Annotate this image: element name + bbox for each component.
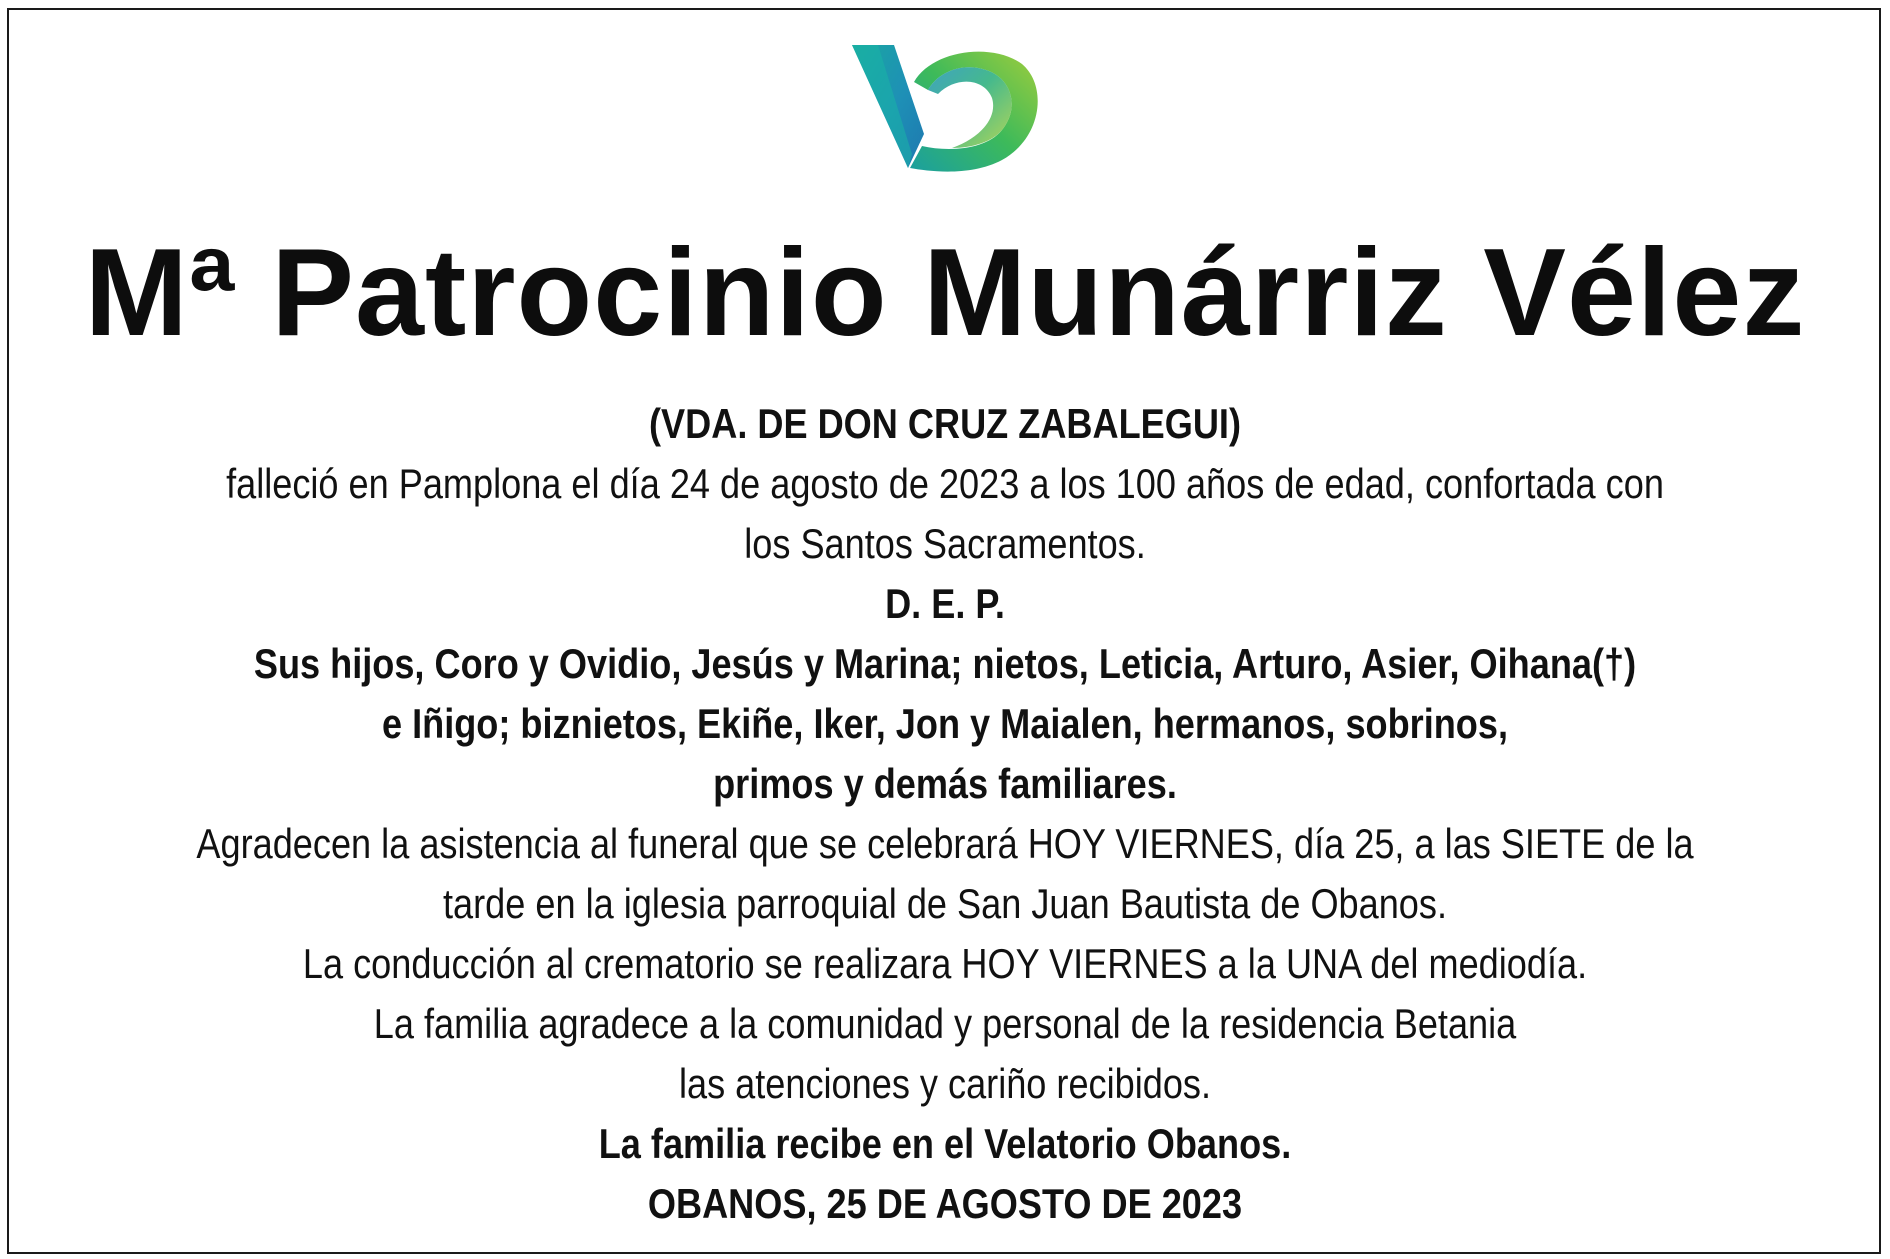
funeral-line-1: Agradecen la asistencia al funeral que se celebrará HOY VIERNES, día 25, a las SIETE de la [196, 820, 1694, 867]
thanks-line-2: las atenciones y cariño recibidos. [678, 1060, 1212, 1107]
family-line-2: e Iñigo; biznietos, Ekiñe, Iker, Jon y Maialen, hermanos, sobrinos, [381, 700, 1509, 747]
thanks-line-1: La familia agradece a la comunidad y personal de la residencia Betania [373, 1000, 1517, 1047]
place-date-line: OBANOS, 25 DE AGOSTO DE 2023 [647, 1180, 1243, 1227]
wake-line: La familia recibe en el Velatorio Obanos. [598, 1120, 1292, 1167]
crematorium-line: La conducción al crematorio se realizara HOY VIERNES a la UNA del mediodía. [302, 940, 1588, 987]
widow-of-line: (VDA. DE DON CRUZ ZABALEGUI) [649, 400, 1241, 447]
deceased-name: Mª Patrocinio Munárriz Vélez [84, 224, 1806, 362]
family-line-3: primos y demás familiares. [713, 760, 1177, 807]
notice-body [40, 394, 1850, 1234]
funeral-line-2: tarde en la iglesia parroquial de San Juan Bautista de Obanos. [442, 880, 1447, 927]
family-line-1: Sus hijos, Coro y Ovidio, Jesús y Marina; nietos, Leticia, Arturo, Asier, Oihana(†) [253, 640, 1637, 687]
death-line-2: los Santos Sacramentos. [744, 520, 1146, 567]
vo-logo-icon [852, 42, 1042, 172]
death-line-1: falleció en Pamplona el día 24 de agosto de 2023 a los 100 años de edad, confortada con [226, 460, 1664, 507]
dep-line: D. E. P. [885, 580, 1005, 627]
